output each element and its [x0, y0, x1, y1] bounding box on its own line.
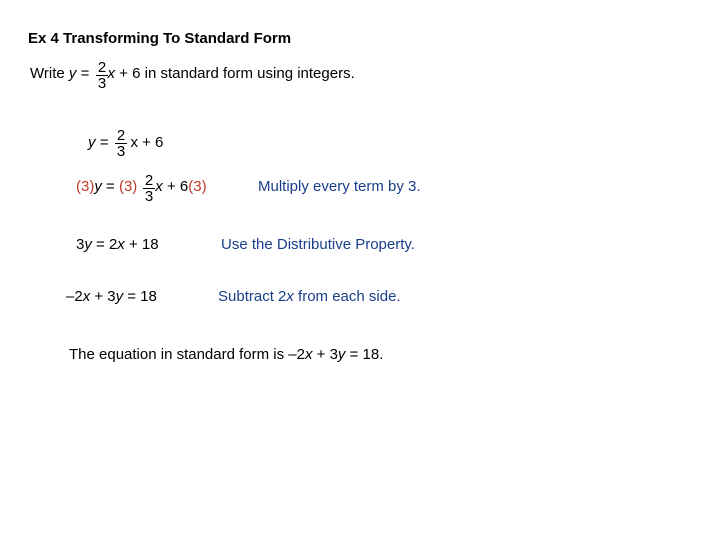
step1-equals: =	[101, 178, 119, 195]
conclusion-var-y: y	[337, 346, 346, 363]
step2-var-x: x	[117, 236, 125, 253]
step-multiply-equation	[76, 178, 207, 195]
fraction-denominator: 3	[144, 188, 154, 205]
conclusion-mid: + 3	[312, 346, 338, 363]
problem-statement	[30, 65, 355, 82]
step-subtract-equation	[66, 288, 157, 305]
prompt-equals: =	[76, 65, 94, 82]
conclusion-var-x: x	[304, 346, 313, 363]
step1-var-y: y	[94, 178, 102, 195]
conclusion	[69, 346, 383, 363]
step2-tail: + 18	[124, 236, 159, 253]
step3-tail: = 18	[123, 288, 157, 305]
step-multiply-note: Multiply every term by 3.	[258, 178, 421, 195]
step2-coef-y: 3	[76, 236, 85, 253]
fraction-numerator: 2	[116, 127, 126, 144]
multiplier-mid: (3)	[118, 178, 138, 195]
step-distribute-equation	[76, 236, 159, 253]
fraction-numerator: 2	[97, 59, 107, 76]
fraction-numerator: 2	[144, 172, 154, 189]
prompt-var-x: x	[107, 65, 116, 82]
step3-lead: –2	[66, 288, 83, 305]
note-before: Subtract 2	[218, 288, 287, 305]
step2-mid: = 2	[91, 236, 118, 253]
note-after: from each side.	[293, 288, 401, 305]
step1-var-x: x	[155, 178, 163, 195]
prompt-after: + 6 in standard form using integers.	[115, 65, 355, 82]
step3-var-y: y	[115, 288, 124, 305]
step1-plus: + 6	[162, 178, 189, 195]
multiplier-left: (3)	[76, 178, 95, 195]
eq-lhs: y =	[88, 134, 109, 151]
conclusion-tail: = 18.	[345, 346, 384, 363]
step2-var-y: y	[84, 236, 92, 253]
conclusion-before: The equation in standard form is –2	[69, 346, 305, 363]
step1-fraction	[143, 173, 155, 205]
fraction-denominator: 3	[116, 143, 126, 160]
fraction-denominator: 3	[97, 75, 107, 92]
page-title: Ex 4 Transforming To Standard Form	[28, 30, 292, 47]
step3-var-x: x	[82, 288, 91, 305]
step3-mid: + 3	[90, 288, 116, 305]
prompt-before: Write	[30, 65, 69, 82]
equation-fraction	[115, 128, 127, 160]
note-var: x	[286, 288, 294, 305]
prompt-fraction	[96, 60, 108, 92]
step-distribute-note: Use the Distributive Property.	[221, 236, 415, 253]
eq-rhs: x + 6	[130, 134, 164, 151]
step-subtract-note	[218, 288, 401, 305]
prompt-var-y: y	[68, 65, 77, 82]
multiplier-right: (3)	[188, 178, 207, 195]
